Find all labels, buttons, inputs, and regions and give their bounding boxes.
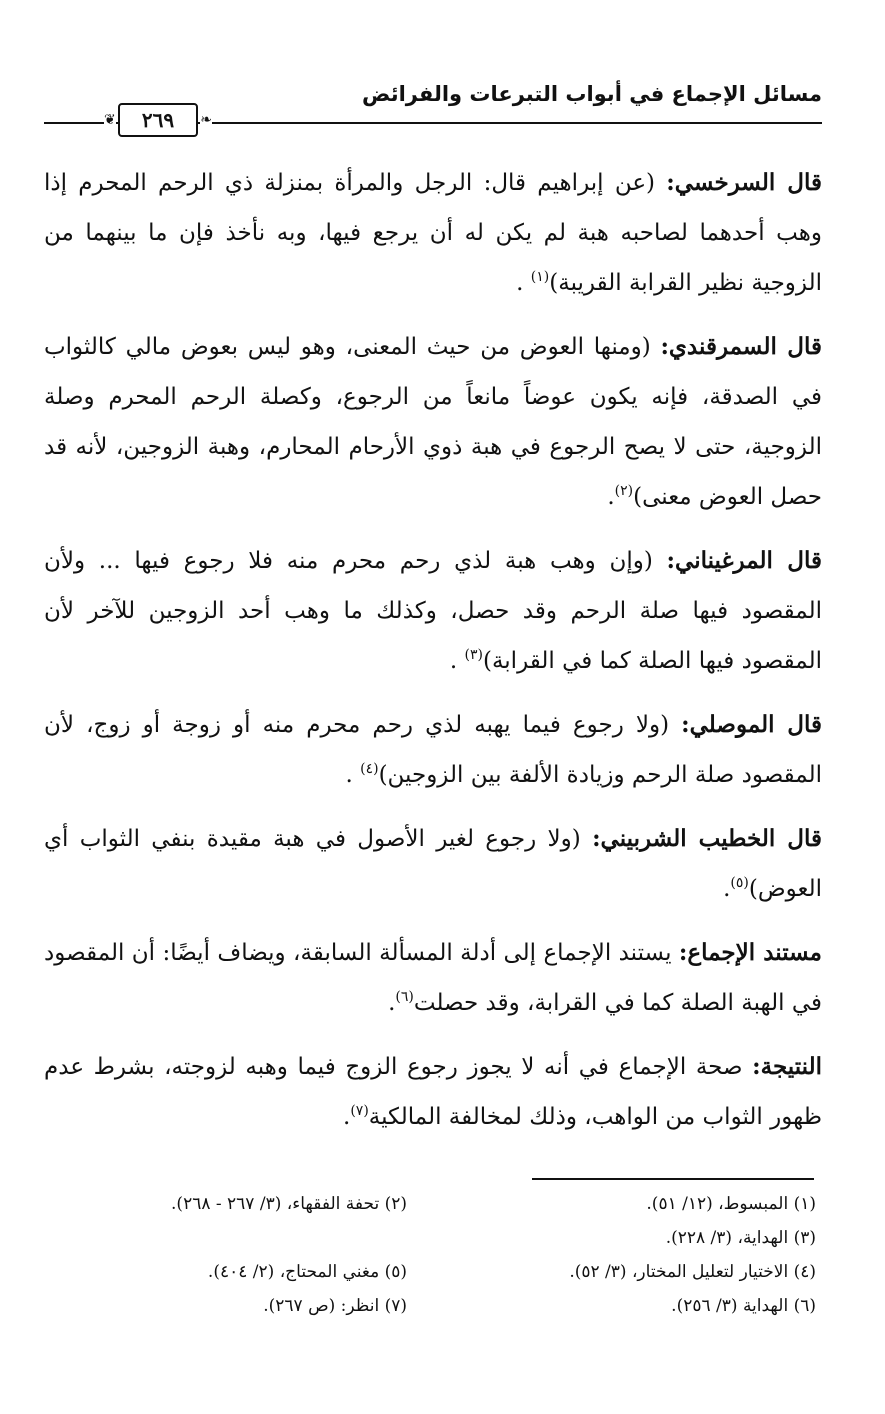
running-header: [44, 82, 822, 132]
right-ornament-icon: ❧: [200, 112, 212, 128]
paragraph-speaker: مستند الإجماع:: [678, 939, 823, 966]
paragraph-result: [44, 1042, 822, 1142]
paragraph-mawsili: [44, 700, 822, 800]
footnote-2: (٢) تحفة الفقهاء، (٣/ ٢٦٧ - ٢٦٨).: [171, 1194, 407, 1214]
paragraph-text: (ولا رجوع فيما يهبه لذي رحم محرم منه أو زوجة أو زوج، لأن المقصود صلة الرحم وزيادة الألفة بين الزوجين): [44, 712, 822, 788]
paragraph-text: (ولا رجوع لغير الأصول في هبة مقيدة بنفي الثواب أي العوض): [44, 826, 822, 902]
paragraph-text: صحة الإجماع في أنه لا يجوز رجوع الزوج فيما وهبه لزوجته، بشرط عدم ظهور الثواب من الواهب، وذلك لمخالفة المالكية: [44, 1054, 822, 1130]
paragraph-tail: .: [388, 990, 396, 1016]
footnote-separator: [532, 1178, 814, 1180]
paragraph-speaker: النتيجة:: [752, 1053, 823, 1080]
footnote-reference[interactable]: (٥): [730, 875, 749, 891]
paragraph-text: (ومنها العوض من حيث المعنى، وهو ليس بعوض مالي كالثواب في الصدقة، فإنه يكون عوضاً مانعاً من الرجوع، وكصلة الرحم المحرم وصلة الزوجية، حتى لا يصح الرجوع في هبة ذوي الأرحام المحارم، وهبة الزوجين، لأنه قد حصل العوض معنى): [44, 334, 822, 510]
footnote-4: (٤) الاختيار لتعليل المختار، (٣/ ٥٢).: [569, 1262, 816, 1282]
paragraph-speaker: قال الخطيب الشربيني:: [592, 825, 822, 852]
running-header-title: مسائل الإجماع في أبواب التبرعات والفرائض: [362, 82, 822, 106]
paragraph-speaker: قال السمرقندي:: [660, 333, 822, 360]
paragraph-speaker: قال المرغيناني:: [666, 547, 822, 574]
page-number: ٢٦٩: [118, 103, 198, 137]
footnote-7: (٧) انظر: (ص ٢٦٧).: [263, 1296, 407, 1316]
paragraph-tail: .: [343, 1104, 351, 1130]
paragraph-text: يستند الإجماع إلى أدلة المسألة السابقة، ويضاف أيضًا: أن المقصود في الهبة الصلة كما في القرابة، وقد حصلت: [44, 940, 822, 1016]
footnote-reference[interactable]: (١): [530, 269, 550, 285]
paragraph-speaker: قال الموصلي:: [681, 711, 822, 738]
paragraph-tail: .: [345, 762, 361, 788]
paragraph-tail: .: [449, 648, 465, 674]
footnote-reference[interactable]: (٢): [614, 483, 634, 499]
left-ornament-icon: ❦: [104, 112, 116, 128]
page-number-frame: [104, 103, 212, 137]
paragraph-sarakhsi: [44, 158, 822, 308]
paragraph-tail: .: [516, 270, 531, 296]
main-text: [44, 158, 822, 1156]
paragraph-shirbini: [44, 814, 822, 914]
footnote-reference[interactable]: (٧): [350, 1103, 369, 1119]
footnote-reference[interactable]: (٣): [464, 647, 483, 663]
footnote-3: (٣) الهداية، (٣/ ٢٢٨).: [665, 1228, 816, 1248]
footnote-6: (٦) الهداية (٣/ ٢٥٦).: [671, 1296, 816, 1316]
paragraph-tail: .: [607, 484, 615, 510]
paragraph-text: (وإن وهب هبة لذي رحم محرم منه فلا رجوع فيها ... ولأن المقصود فيها صلة الرحم وقد حصل، وكذلك ما وهب أحد الزوجين للآخر لأن المقصود فيها الصلة كما في القرابة): [44, 548, 822, 674]
paragraph-marghinani: [44, 536, 822, 686]
footnote-reference[interactable]: (٤): [360, 761, 379, 777]
paragraph-text: (عن إبراهيم قال: الرجل والمرأة بمنزلة ذي الرحم المحرم إذا وهب أحدهما لصاحبه هبة لم يكن له أن يرجع فيها، وبه نأخذ فإن ما بينهما من الزوجية نظير القرابة القريبة): [44, 170, 822, 296]
footnote-1: (١) المبسوط، (١٢/ ٥١).: [646, 1194, 816, 1214]
paragraph-tail: .: [723, 876, 731, 902]
footnote-5: (٥) مغني المحتاج، (٢/ ٤٠٤).: [207, 1262, 407, 1282]
paragraph-speaker: قال السرخسي:: [666, 169, 822, 196]
footnote-reference[interactable]: (٦): [395, 989, 414, 1005]
paragraph-samarqandi: [44, 322, 822, 522]
paragraph-consensus-basis: [44, 928, 822, 1028]
